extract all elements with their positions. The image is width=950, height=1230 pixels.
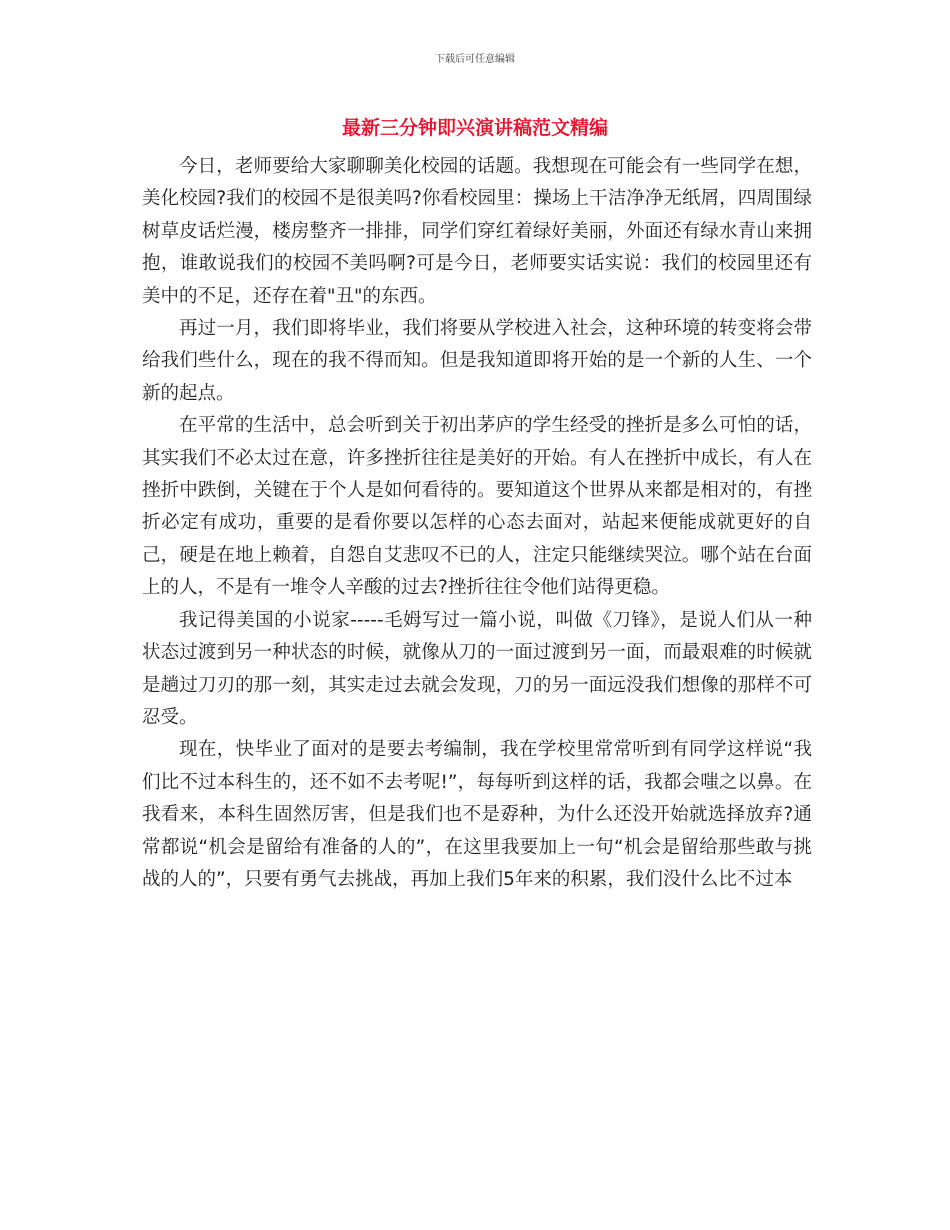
paragraph-5: 现在，快毕业了面对的是要去考编制，我在学校里常常听到有同学这样说“我们比不过本科生的，还不如不去考呢!”，每每听到这样的话，我都会嗤之以鼻。在我看来，本科生固然厉害，但是我们也不是孬种，为什么还没开始就选择放弃?通常都说“机会是留给有准备的人的”，在这里我要加上一句“机会是留给那些敢与挑战的人的”，只要有勇气去挑战，再加上我们5年来的积累，我们没什么比不过本 bbox=[142, 739, 812, 890]
paragraph-2: 再过一月，我们即将毕业，我们将要从学校进入社会，这种环境的转变将会带给我们些什么，现在的我不得而知。但是我知道即将开始的是一个新的人生、一个新的起点。 bbox=[142, 318, 812, 404]
document-title: 最新三分钟即兴演讲稿范文精编 bbox=[341, 117, 608, 139]
document-body bbox=[142, 151, 812, 896]
paragraph-4: 我记得美国的小说家-----毛姆写过一篇小说，叫做《刀锋》，是说人们从一种状态过渡到另一种状态的时候，就像从刀的一面过渡到另一面，而最艰难的时候就是趟过刀刃的那一刻，其实走过去就会发现，刀的另一面远没我们想像的那样不可忍受。 bbox=[142, 609, 812, 728]
page-header: 下载后可任意编辑 bbox=[435, 54, 515, 65]
paragraph-1: 今日，老师要给大家聊聊美化校园的话题。我想现在可能会有一些同学在想，美化校园?我们的校园不是很美吗?你看校园里：操场上干洁净净无纸屑，四周围绿树草皮话烂漫，楼房整齐一排排，同学们穿红着绿好美丽，外面还有绿水青山来拥抱，谁敢说我们的校园不美吗啊?可是今日，老师要实话实说：我们的校园里还有美中的不足，还存在着"丑"的东西。 bbox=[142, 156, 812, 307]
paragraph-3: 在平常的生活中，总会听到关于初出茅庐的学生经受的挫折是多么可怕的话，其实我们不必太过在意，许多挫折往往是美好的开始。有人在挫折中成长，有人在挫折中跌倒，关键在于个人是如何看待的。要知道这个世界从来都是相对的，有挫折必定有成功，重要的是看你要以怎样的心态去面对，站起来便能成就更好的自己，硬是在地上赖着，自怨自艾悲叹不已的人，注定只能继续哭泣。哪个站在台面上的人，不是有一堆令人辛酸的过去?挫折往往令他们站得更稳。 bbox=[142, 415, 812, 599]
